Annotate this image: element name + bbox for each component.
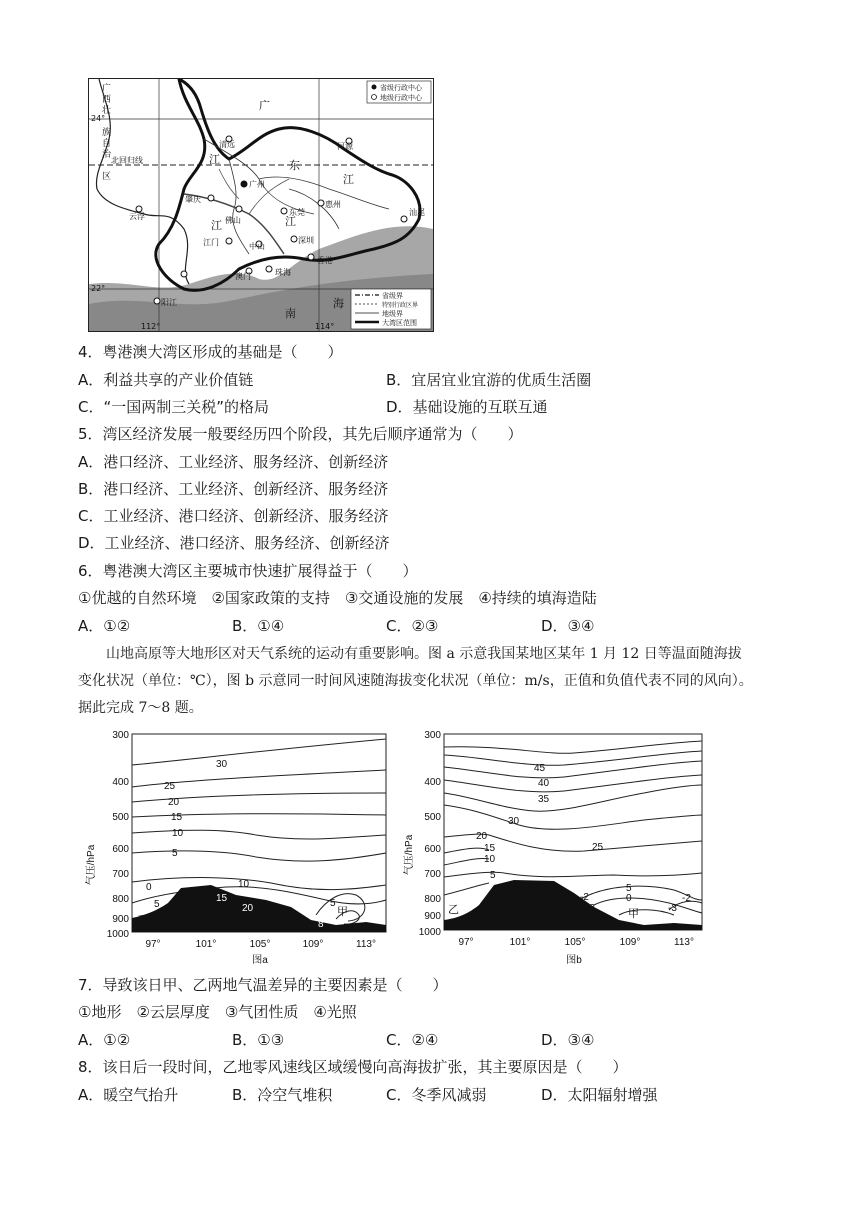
fig-a-caption: 图a [252, 955, 268, 966]
fig-b-contour-label: 0 [626, 893, 632, 904]
svg-text:壮: 壮 [102, 106, 112, 116]
fig-b-caption: 图b [566, 955, 582, 966]
fig-a-ytick: 900 [112, 914, 129, 925]
fig-a-ytick: 700 [112, 869, 129, 880]
fig-a-contour-label: 20 [242, 903, 254, 914]
fig-a-contour-label: 5 [330, 898, 336, 909]
fig-b-contour-label: 40 [538, 778, 550, 789]
fig-a-contour-label: 8 [318, 919, 324, 930]
q7-items: ①地形 ②云层厚度 ③气团性质 ④光照 [78, 1003, 357, 1021]
fig-a-xtick: 109° [302, 939, 324, 950]
place-guangzhou: 广州 [249, 180, 265, 189]
tropic-label: 北回归线 [111, 156, 143, 165]
fig-a-contour-label: 30 [216, 759, 228, 770]
fig-b-ylabel: 气压/hPa [404, 834, 415, 876]
place-shanwei: 汕尾 [409, 208, 425, 217]
region-char-4: 江 [211, 219, 222, 232]
side-label [102, 82, 112, 182]
q7-option-b[interactable]: B．①③ [232, 1031, 285, 1049]
q8-option-b[interactable]: B．冷空气堆积 [232, 1086, 333, 1104]
q4-option-a[interactable]: A．利益共享的产业价值链 [78, 371, 254, 389]
legend-line-1: 特别行政区界 [382, 302, 419, 309]
q5-option-d[interactable]: D．工业经济、港口经济、服务经济、创新经济 [78, 534, 390, 552]
q7-option-a[interactable]: A．①② [78, 1031, 131, 1049]
legend-point-0: 省级行政中心 [380, 84, 422, 92]
fig-b-contour-label: 5 [626, 883, 632, 894]
region-char-2: 江 [209, 153, 220, 166]
fig-a-contour-label: 20 [168, 797, 180, 808]
fig-a-contour-label: 5 [154, 899, 160, 910]
legend-point-1: 地级行政中心 [380, 94, 422, 102]
place-dongguan: 东莞 [289, 208, 305, 217]
fig-b-contour-label: 35 [538, 794, 550, 805]
svg-text:广: 广 [102, 84, 112, 94]
region-char-5: 江 [285, 215, 296, 228]
fig-a-contour-label: 25 [164, 781, 176, 792]
fig-a-place-jia: 甲 [337, 906, 348, 918]
q8-stem: 8．该日后一段时间，乙地零风速线区域缓慢向高海拔扩张，其主要原因是（ ） [78, 1058, 628, 1076]
fig-b-ytick: 700 [424, 869, 441, 880]
q4-stem: 4．粤港澳大湾区形成的基础是（ ） [78, 343, 343, 361]
svg-text:西: 西 [102, 95, 112, 105]
legend-line-3: 大湾区范围 [382, 319, 417, 327]
q6-items: ①优越的自然环境 ②国家政策的支持 ③交通设施的发展 ④持续的填海造陆 [78, 589, 597, 607]
fig-a-ytick: 500 [112, 812, 129, 823]
fig-b-ytick: 800 [424, 894, 441, 905]
place-foshan: 佛山 [225, 216, 241, 225]
place-zhuhai: 珠海 [275, 268, 291, 277]
fig-b-xtick: 101° [509, 937, 531, 948]
fig-b-ytick: 600 [424, 844, 441, 855]
fig-a-ytick: 600 [112, 844, 129, 855]
fig-b-contour-label: 20 [476, 831, 488, 842]
legend-line-2: 地级界 [382, 310, 403, 318]
fig-b-contour-label: 45 [534, 763, 546, 774]
fig-b-xtick: 105° [564, 937, 586, 948]
place-huizhou: 惠州 [325, 200, 341, 209]
fig-b-contour-label: 30 [508, 816, 520, 827]
fig-a-xtick: 101° [195, 939, 217, 950]
region-char-3: 江 [343, 173, 354, 186]
place-jiangmen: 江门 [203, 238, 219, 247]
fig-b-ytick: 300 [424, 730, 441, 741]
fig-b-contour-label: -2 [682, 893, 691, 904]
fig-a-contour-label: 5 [172, 848, 178, 859]
fig-b-contour-label: 25 [592, 842, 604, 853]
fig-a-contour-label: 15 [171, 812, 183, 823]
lat-label-24: 24° [91, 114, 106, 123]
region-char-1: 东 [289, 159, 300, 172]
q7-option-c[interactable]: C．②④ [386, 1031, 439, 1049]
figure-b [404, 725, 714, 973]
q7-stem: 7．导致该日甲、乙两地气温差异的主要因素是（ ） [78, 976, 448, 994]
intro-line-1: 山地高原等大地形区对天气系统的运动有重要影响。图 a 示意我国某地区某年 1 月 12 日等温面随海拔 [106, 646, 742, 662]
svg-text:族: 族 [102, 128, 112, 138]
place-zhaoqing: 肇庆 [185, 195, 201, 204]
fig-b-ytick: 900 [424, 911, 441, 922]
place-shenzhen: 深圳 [298, 236, 314, 245]
place-macao: 澳门 [235, 272, 251, 281]
sea-label-nan: 南 [285, 307, 296, 320]
place-zhongshan: 中山 [249, 242, 265, 251]
fig-b-ytick: 1000 [418, 927, 441, 938]
q8-option-a[interactable]: A．暖空气抬升 [78, 1086, 179, 1104]
q4-option-c[interactable]: C．“一国两制三关税”的格局 [78, 398, 270, 416]
place-qingyuan: 清远 [219, 140, 235, 149]
fig-b-place-jia: 甲 [628, 908, 639, 920]
lon-label-114: 114° [315, 322, 335, 331]
intro-line-2: 变化状况（单位：℃），图 b 示意同一时间风速随海拔变化状况（单位：m/s，正值和负值代表不同的风向）。 [78, 673, 753, 689]
place-yangjiang: 阳江 [161, 298, 177, 307]
fig-a-ytick: 400 [112, 777, 129, 788]
fig-b-contour-label: 5 [490, 870, 496, 881]
legend-line-0: 省级界 [382, 292, 403, 300]
intro-line-3: 据此完成 7～8 题。 [78, 700, 203, 716]
bay-area-map [88, 78, 434, 332]
fig-a-contour-label: 0 [146, 882, 152, 893]
fig-b-contour-label: -3 [668, 903, 677, 914]
lat-label-22: 22° [91, 284, 106, 293]
q5-option-c[interactable]: C．工业经济、港口经济、创新经济、服务经济 [78, 507, 389, 525]
place-hongkong: 香港 [317, 256, 333, 265]
fig-b-place-yi: 乙 [448, 904, 459, 916]
fig-a-contour-label: 10 [238, 879, 250, 890]
q6-option-a[interactable]: A．①② [78, 617, 131, 635]
fig-b-xtick: 109° [619, 937, 641, 948]
q8-option-d[interactable]: D．太阳辐射增强 [541, 1086, 658, 1104]
intro-paragraph [78, 641, 798, 722]
q7-option-d[interactable]: D．③④ [541, 1031, 595, 1049]
svg-text:自: 自 [102, 139, 112, 149]
q6-option-c[interactable]: C．②③ [386, 617, 439, 635]
fig-a-contour-label: 15 [216, 893, 228, 904]
fig-b-contour-label: -3 [586, 903, 595, 914]
q4-option-b[interactable]: B．宜居宜业宜游的优质生活圈 [386, 371, 592, 389]
q5-stem: 5．湾区经济发展一般要经历四个阶段，其先后顺序通常为（ ） [78, 425, 523, 443]
fig-a-ytick: 1000 [106, 929, 129, 940]
q6-stem: 6．粤港澳大湾区主要城市快速扩展得益于（ ） [78, 562, 418, 580]
sea-label-hai: 海 [333, 297, 344, 310]
fig-a-ylabel: 气压/hPa [86, 844, 97, 886]
fig-b-ytick: 500 [424, 812, 441, 823]
figure-a [86, 725, 396, 973]
lon-label-112: 112° [141, 322, 161, 331]
fig-a-place-yi: 乙 [137, 914, 148, 926]
place-heyuan: 河源 [337, 142, 353, 151]
fig-a-ytick: 300 [112, 730, 129, 741]
q5-option-a[interactable]: A．港口经济、工业经济、服务经济、创新经济 [78, 453, 389, 471]
fig-a-contour-label: 10 [172, 828, 184, 839]
fig-a-xtick: 97° [145, 939, 161, 950]
fig-b-contour-label: -2 [580, 892, 589, 903]
fig-b-ytick: 400 [424, 777, 441, 788]
fig-b-contour-label: 15 [484, 843, 496, 854]
svg-text:区: 区 [102, 172, 112, 182]
q8-option-c[interactable]: C．冬季风减弱 [386, 1086, 487, 1104]
q6-option-d[interactable]: D．③④ [541, 617, 595, 635]
svg-text:治: 治 [102, 150, 112, 160]
place-yunfu: 云浮 [129, 212, 145, 221]
fig-a-ytick: 800 [112, 894, 129, 905]
fig-b-contour-label: 10 [484, 854, 496, 865]
fig-b-xtick: 113° [674, 937, 694, 948]
q4-option-d[interactable]: D．基础设施的互联互通 [386, 398, 548, 416]
fig-a-xtick: 113° [356, 939, 376, 950]
region-char-0: 广 [259, 99, 270, 112]
fig-b-xtick: 97° [458, 937, 474, 948]
q5-option-b[interactable]: B．港口经济、工业经济、创新经济、服务经济 [78, 480, 389, 498]
fig-a-xtick: 105° [249, 939, 271, 950]
q6-option-b[interactable]: B．①④ [232, 617, 285, 635]
